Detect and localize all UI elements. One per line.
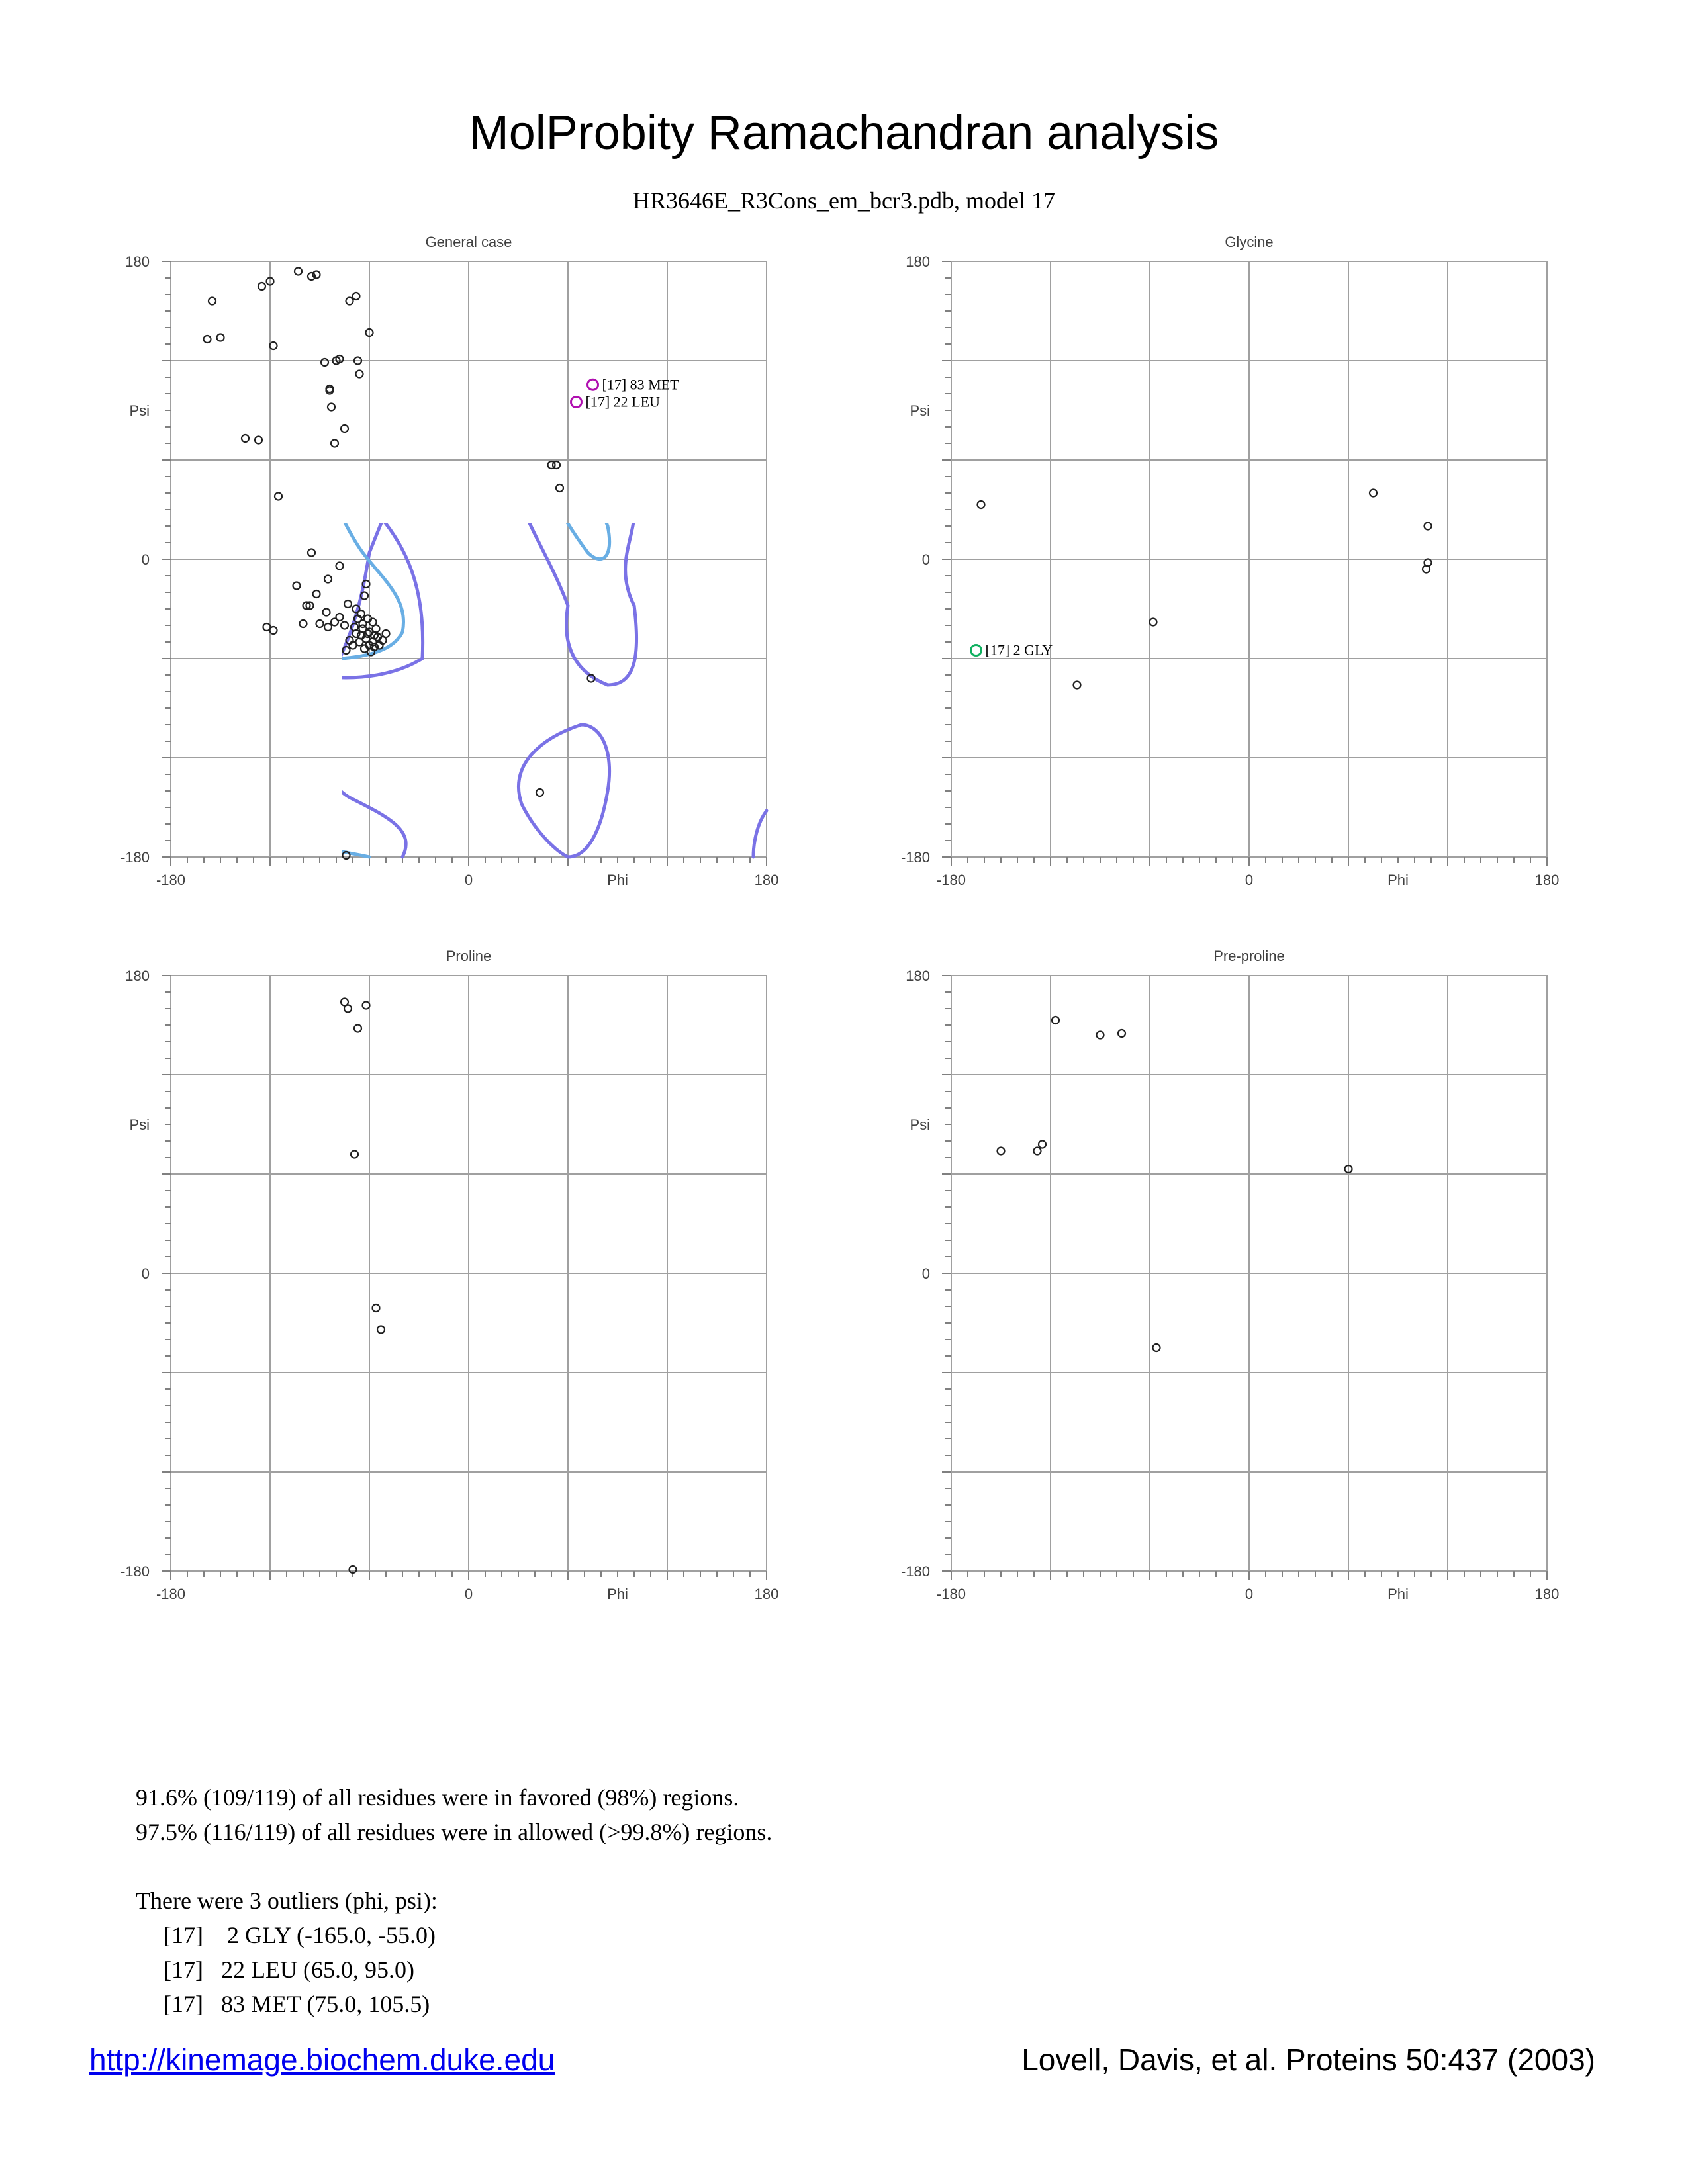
outlier-label: [17] 83 MET [602,376,679,393]
favored-contour [1542,1558,1544,1571]
page-subtitle: HR3646E_R3Cons_em_bcr3.pdb, model 17 [633,187,1055,214]
y-axis-label: Psi [129,402,150,419]
residue-point [313,590,320,598]
y-tick-label: 0 [141,551,150,568]
residue-point [341,425,348,432]
allowed-contour [1084,1306,1209,1406]
x-tick-label: 0 [464,872,473,888]
x-tick-label: 180 [1534,872,1560,888]
residue-point [344,1005,352,1013]
allowed-contour [171,374,220,827]
residue-point [1425,523,1432,530]
summary-outlier: [17] 83 MET (75.0, 105.5) [164,1991,430,2017]
summary-outlier: [17] 2 GLY (-165.0, -55.0) [164,1922,436,1948]
allowed-contour [1342,394,1547,500]
favored-contour [1003,445,1195,666]
panel-glycine [901,234,1559,888]
residue-point [356,371,363,378]
x-axis-label: Phi [1387,1586,1409,1602]
residue-point [336,563,344,570]
y-tick-label: 180 [906,968,930,984]
y-tick-label: 0 [921,551,930,568]
residue-point [998,1148,1005,1155]
citation: Lovell, Davis, et al. Proteins 50:437 (2003) [1021,2042,1595,2077]
residue-point [353,293,360,300]
page-title: MolProbity Ramachandran analysis [469,107,1219,159]
favored-contour [299,1233,411,1365]
favored-contour [193,261,383,414]
residue-point [373,1304,380,1312]
y-tick-label: 0 [921,1265,930,1282]
y-tick-label: -180 [900,1563,930,1580]
x-tick-label: -180 [936,1586,966,1602]
allowed-contour [951,738,1097,817]
favored-contour [957,976,1193,1187]
residue-point [217,334,224,341]
summary-block [136,1780,772,2021]
favored-contour [1388,617,1547,692]
residue-point [328,404,335,411]
residue-point [300,620,307,627]
favored-contour [951,701,1180,857]
summary-favored: 91.6% (109/119) of all residues were in favored (98%) regions. [136,1784,739,1811]
allowed-contour [290,1539,373,1571]
x-axis-label: Phi [607,1586,628,1602]
allowed-contour [951,367,1090,725]
panel-title: Glycine [1225,234,1274,250]
residue-point [1052,1017,1059,1024]
summary-allowed: 97.5% (116/119) of all residues were in allowed (>99.8%) regions. [136,1819,773,1845]
residue-point [242,435,249,442]
outlier-label: [17] 2 GLY [985,641,1053,659]
x-tick-label: 0 [1244,872,1254,888]
y-tick-label: 0 [141,1265,150,1282]
residue-point [275,493,282,500]
y-tick-label: 180 [906,253,930,270]
panel-pre-proline [901,948,1559,1602]
residue-point [978,501,985,508]
allowed-contour [515,407,637,685]
residue-point [316,620,324,627]
kinemage-link[interactable]: http://kinemage.biochem.duke.edu [89,2042,555,2077]
y-axis-label: Psi [910,1116,930,1133]
y-tick-label: 180 [125,968,150,984]
allowed-contour [284,976,389,1125]
x-tick-label: 180 [754,872,779,888]
x-tick-label: 180 [754,1586,779,1602]
residue-point [324,576,332,583]
favored-contour [310,1559,363,1571]
x-tick-label: -180 [156,1586,186,1602]
residue-point [344,600,352,608]
favored-contour [1321,632,1362,857]
favored-contour [951,261,1193,372]
allowed-contour [951,976,1199,1201]
residue-point [351,1151,358,1158]
allowed-contour [179,261,392,357]
panel-proline [120,948,778,1602]
favored-contour [1119,1326,1187,1389]
favored-contour [1308,1201,1342,1232]
allowed-contour [1449,586,1547,729]
residue-point [346,298,353,305]
favored-contour [313,1142,359,1196]
favored-contour [1312,443,1488,602]
y-tick-label: -180 [120,1563,150,1580]
favored-contour [244,480,336,502]
allowed-contour [951,1547,1158,1572]
residue-point [359,620,367,627]
residue-point [258,283,265,290]
residue-point [1097,1032,1104,1039]
x-axis-label: Phi [607,872,628,888]
residue-point [293,582,301,590]
allowed-contour [744,261,767,374]
panel-title: General case [425,234,512,250]
outlier-point [571,397,582,408]
y-axis-label: Psi [129,1116,150,1133]
x-tick-label: 0 [1244,1586,1254,1602]
summary-outlier: [17] 22 LEU (65.0, 95.0) [164,1956,414,1983]
allowed-contour [1293,1187,1354,1249]
allowed-contour [287,1128,421,1376]
residue-point [556,484,563,492]
favored-contour [299,976,376,1093]
panel-title: Proline [445,948,492,964]
residue-point [1074,682,1081,689]
residue-point [270,342,277,349]
residue-point [341,622,348,629]
residue-point [1118,1030,1125,1037]
outlier-point [971,645,982,656]
residue-point [308,549,315,557]
panel-title: Pre-proline [1213,948,1285,964]
residue-point [209,298,216,305]
residue-point [363,1002,370,1009]
allowed-contour [753,811,767,857]
residue-point [1034,1148,1041,1155]
x-tick-label: 180 [1534,1586,1560,1602]
summary-outliers-header: There were 3 outliers (phi, psi): [136,1888,438,1914]
residue-point [270,627,277,634]
residue-point [331,440,338,447]
x-tick-label: 0 [464,1586,473,1602]
residue-point [295,268,302,275]
residue-point [321,359,328,366]
residue-point [255,437,262,444]
y-tick-label: 180 [125,253,150,270]
x-axis-label: Phi [1387,872,1409,888]
allowed-contour [519,725,610,857]
outlier-point [588,379,598,390]
allowed-contour [568,261,616,328]
residue-point [377,1326,385,1334]
panel-general-case [120,234,778,888]
residue-point [204,336,211,343]
residue-point [1153,1344,1160,1351]
residue-point [373,625,380,633]
x-tick-label: -180 [936,872,966,888]
residue-point [536,789,543,796]
y-tick-label: -180 [900,849,930,866]
residue-point [1150,619,1157,626]
x-tick-label: -180 [156,872,186,888]
residue-point [354,1025,361,1032]
outlier-label: [17] 22 LEU [585,393,660,410]
residue-point [553,461,560,469]
residue-point [331,619,338,626]
residue-point [324,623,332,631]
y-axis-label: Psi [910,402,930,419]
y-tick-label: -180 [120,849,150,866]
residue-point [1370,490,1377,497]
allowed-contour [1541,976,1547,1075]
residue-point [1039,1141,1046,1148]
residue-point [1425,559,1432,567]
residue-point [323,609,330,616]
